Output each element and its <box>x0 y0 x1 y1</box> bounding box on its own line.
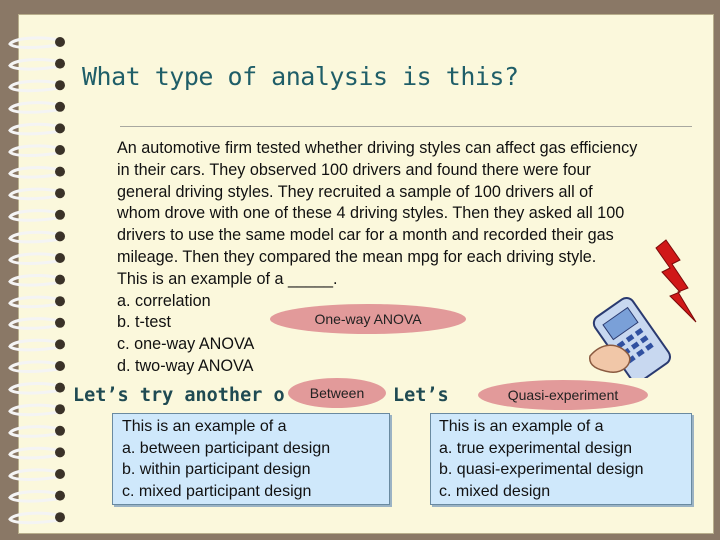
binding-hole <box>55 123 65 133</box>
binding-ring <box>10 276 58 286</box>
binding-ring <box>10 405 58 415</box>
binding-hole <box>55 210 65 220</box>
callout-oneway-anova: One-way ANOVA <box>270 304 466 334</box>
left-box-option-c: c. mixed participant design <box>122 482 312 500</box>
binding-hole <box>55 383 65 393</box>
binding-ring <box>10 319 58 329</box>
binding-ring <box>10 38 58 48</box>
callout-between: Between <box>288 378 386 408</box>
question-line: This is an example of a _____. <box>117 269 338 288</box>
binding-hole <box>55 491 65 501</box>
binding-ring <box>10 254 58 264</box>
question-line: drivers to use the same model car for a month and recorded their gas <box>117 226 614 245</box>
cellphone-lightning-icon <box>588 238 698 378</box>
slide-title: What type of analysis is this? <box>82 62 519 91</box>
binding-hole <box>55 318 65 328</box>
question-line: general driving styles. They recruited a sample of 100 drivers all of <box>117 182 593 201</box>
binding-ring <box>10 384 58 394</box>
binding-hole <box>55 296 65 306</box>
binding-ring <box>10 448 58 458</box>
right-box-line: This is an example of a <box>439 418 604 435</box>
question-line: mileage. Then they compared the mean mpg for each driving style. <box>117 247 597 266</box>
binding-hole <box>55 339 65 349</box>
binding-ring <box>10 427 58 437</box>
binding-hole <box>55 188 65 198</box>
right-box-option-c: c. mixed design <box>439 482 551 500</box>
binding-ring <box>10 470 58 480</box>
left-box-option-a: a. between participant design <box>122 439 331 457</box>
right-question-box <box>430 413 692 505</box>
binding-ring <box>10 103 58 113</box>
binding-hole <box>55 37 65 47</box>
answer-option-a: a. correlation <box>117 291 211 310</box>
binding-hole <box>55 426 65 436</box>
binding-ring <box>10 60 58 70</box>
question-line: whom drove with one of these 4 driving styles. Then they asked all 100 <box>117 204 625 223</box>
binding-ring <box>10 124 58 134</box>
binding-ring <box>10 492 58 502</box>
binding-ring <box>10 168 58 178</box>
right-box-option-a: a. true experimental design <box>439 439 632 457</box>
binding-hole <box>55 361 65 371</box>
binding-ring <box>10 340 58 350</box>
answer-option-d: d. two-way ANOVA <box>117 356 254 375</box>
binding-hole <box>55 59 65 69</box>
binding-hole <box>55 102 65 112</box>
binding-hole <box>55 512 65 522</box>
question-line: in their cars. They observed 100 drivers and found there were four <box>117 160 591 179</box>
binding-ring <box>10 81 58 91</box>
title-divider <box>120 126 692 127</box>
answer-option-c: c. one-way ANOVA <box>117 335 255 354</box>
binding-ring <box>10 189 58 199</box>
binding-hole <box>55 231 65 241</box>
binding-ring <box>10 211 58 221</box>
binding-hole <box>55 447 65 457</box>
binding-ring <box>10 513 58 523</box>
left-heading: Let’s try another o <box>73 385 285 406</box>
binding-hole <box>55 275 65 285</box>
left-box-option-b: b. within participant design <box>122 461 311 478</box>
binding-hole <box>55 253 65 263</box>
left-box-line: This is an example of a <box>122 418 287 435</box>
callout-quasi-experiment: Quasi-experiment <box>478 380 648 410</box>
binding-ring <box>10 297 58 307</box>
binding-hole <box>55 80 65 90</box>
spiral-binding <box>0 0 80 540</box>
question-line: An automotive firm tested whether driving styles can affect gas efficiency <box>117 139 638 157</box>
binding-hole <box>55 469 65 479</box>
right-box-option-b: b. quasi-experimental design <box>439 461 644 478</box>
binding-ring <box>10 232 58 242</box>
answer-option-b: b. t-test <box>117 313 171 332</box>
right-heading: Let’s <box>393 385 449 406</box>
binding-hole <box>55 404 65 414</box>
binding-hole <box>55 145 65 155</box>
binding-ring <box>10 146 58 156</box>
binding-hole <box>55 167 65 177</box>
binding-ring <box>10 362 58 372</box>
left-question-box <box>112 413 390 505</box>
